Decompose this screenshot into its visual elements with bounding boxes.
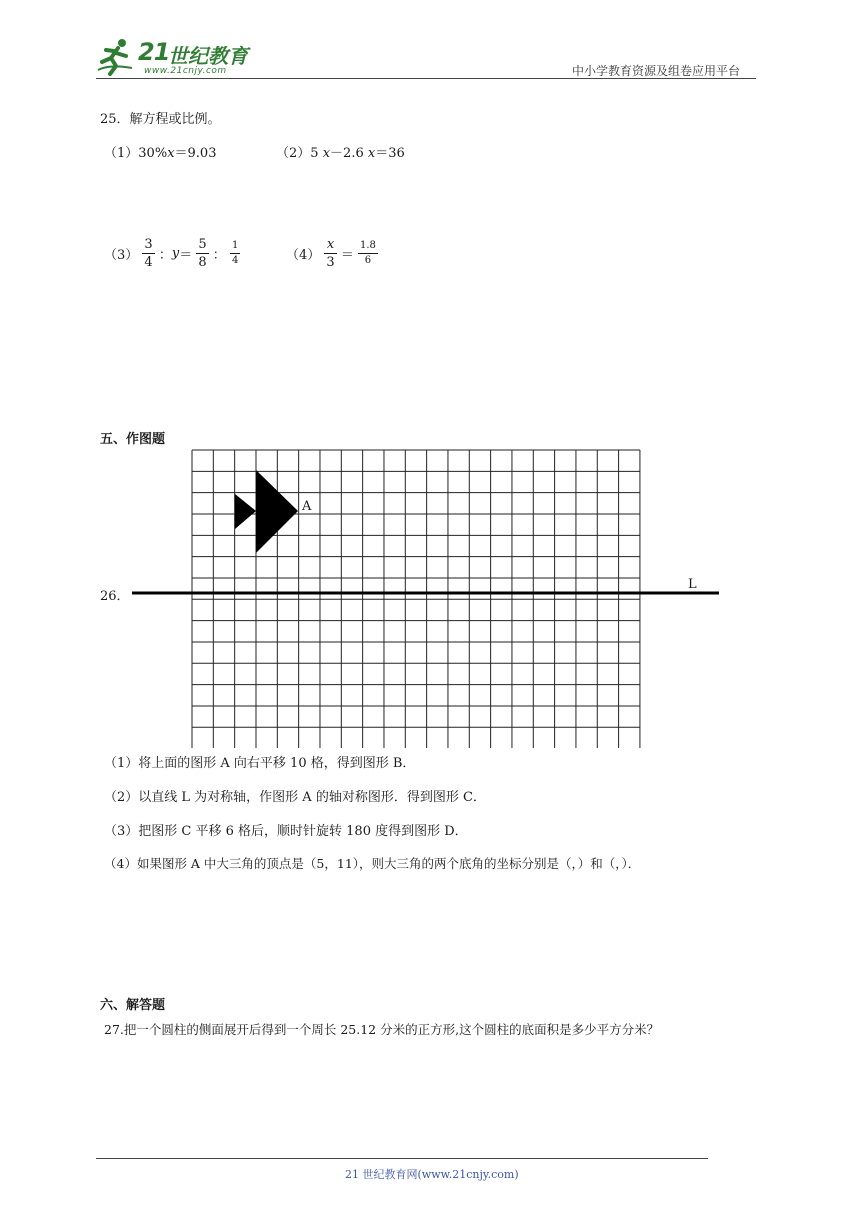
figure-a-label: A	[302, 499, 312, 514]
fraction-numerator: 1.8	[358, 241, 378, 254]
q25-p1-expr: 30%	[138, 146, 168, 161]
question-26-number: 26．	[100, 589, 130, 604]
runner-logo-icon	[96, 36, 136, 76]
q25-p2-b: －2.6	[330, 146, 364, 161]
q25-p1-var: x	[167, 146, 175, 161]
fraction-numerator: 1	[230, 241, 240, 254]
q25-p4-label: （4）	[286, 248, 321, 263]
footer-divider	[96, 1158, 708, 1159]
fraction-denominator: 3	[326, 255, 335, 270]
logo-number: 21	[138, 38, 170, 66]
fraction-denominator: 8	[198, 255, 207, 270]
header-logo	[96, 36, 266, 80]
fraction-denominator: 4	[144, 255, 153, 270]
q25-p2-rhs: ＝36	[375, 146, 405, 161]
header-divider	[96, 78, 756, 79]
q25-p3-fraction2	[196, 238, 208, 269]
q25-p4-fraction1	[324, 238, 336, 269]
fraction-denominator: 4	[231, 255, 239, 266]
q25-p1-label: （1）	[104, 146, 139, 161]
logo-name: 世纪教育	[168, 44, 248, 68]
q25-p3-eq: ＝	[179, 248, 193, 263]
q25-p1-rhs: ＝9.03	[174, 146, 217, 161]
grid-figure	[128, 448, 728, 748]
q25-p2-var1: x	[322, 146, 331, 161]
figure-a-small-triangle	[235, 494, 256, 529]
q26-item-2: （2）以直线 L 为对称轴，作图形 A 的轴对称图形．得到图形 C．	[104, 790, 486, 805]
q25-p2-label: （2）	[276, 146, 311, 161]
q25-p3-colon1: ：	[158, 248, 172, 263]
logo-url: www.21cnjy.com	[144, 66, 227, 76]
q25-p3-fraction1	[142, 238, 154, 269]
question-25-title: 25．解方程或比例。	[100, 112, 221, 127]
q25-p4-fraction2	[358, 241, 378, 266]
q26-item-1: （1）将上面的图形 A 向右平移 10 格，得到图形 B．	[104, 756, 416, 771]
section-5-title: 五、作图题	[100, 432, 166, 447]
fraction-numerator: 5	[198, 237, 207, 252]
header-platform-text: 中小学教育资源及组卷应用平台	[572, 64, 741, 78]
question-27: 27.把一个圆柱的侧面展开后得到一个周长 25.12 分米的正方形,这个圆柱的底面积是多少平方分米？	[104, 1022, 660, 1037]
q25-p3-var: y	[171, 246, 180, 261]
q25-p3-colon2: ：	[212, 248, 226, 263]
q25-part1	[104, 142, 216, 161]
q25-part2	[276, 142, 405, 161]
q25-part3	[104, 238, 240, 269]
q25-p3-fraction3	[230, 241, 240, 266]
q25-p2-var2: x	[367, 146, 376, 161]
section-6-title: 六、解答题	[100, 998, 166, 1013]
fraction-numerator: 3	[144, 237, 153, 252]
fraction-numerator: x	[324, 238, 336, 254]
q25-part4	[286, 238, 378, 269]
fraction-denominator: 6	[364, 255, 372, 266]
q26-item-3: （3）把图形 C 平移 6 格后，顺时针旋转 180 度得到图形 D．	[104, 824, 468, 839]
q26-item-4: （4）如果图形 A 中大三角的顶点是（5，11），则大三角的两个底角的坐标分别是（，）和（，）．	[104, 856, 641, 871]
q25-p2-a: 5	[310, 146, 319, 161]
q25-p3-label: （3）	[104, 248, 139, 263]
footer-text: 21 世纪教育网(www.21cnjy.com)	[345, 1168, 519, 1181]
line-l-label: L	[688, 577, 697, 592]
q25-p4-eq: ＝	[340, 248, 354, 263]
